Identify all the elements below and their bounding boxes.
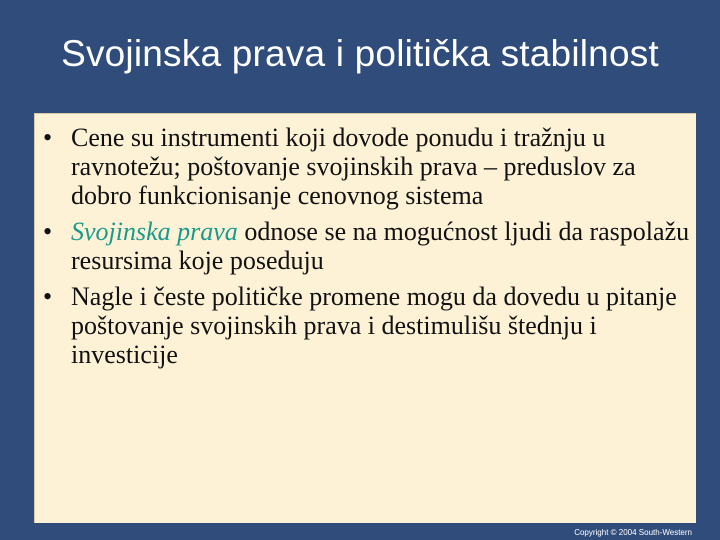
bullet-text: odnose se na mogućnost ljudi da raspolažu resursima koje poseduju xyxy=(71,217,690,275)
slide-title: Svojinska prava i politička stabilnost xyxy=(61,33,659,74)
bullet-marker: • xyxy=(43,123,53,152)
bullet-marker: • xyxy=(43,282,53,311)
bullet-item xyxy=(35,217,697,275)
content-box xyxy=(34,113,696,523)
copyright-notice: Copyright © 2004 South-Western xyxy=(574,528,692,537)
highlighted-term: Svojinska prava xyxy=(71,217,238,246)
bullet-list xyxy=(35,123,697,376)
bullet-item xyxy=(35,123,697,210)
bullet-marker: • xyxy=(43,217,53,246)
bullet-item xyxy=(35,282,697,369)
bullet-text: Nagle i česte političke promene mogu da dovedu u pitanje poštovanje svojinskih prava i destimulišu štednju i investicije xyxy=(71,282,677,369)
bullet-text: Cene su instrumenti koji dovode ponudu i tražnju u ravnotežu; poštovanje svojinskih prava – preduslov za dobro funkcionisanje cenovnog sistema xyxy=(71,123,636,210)
